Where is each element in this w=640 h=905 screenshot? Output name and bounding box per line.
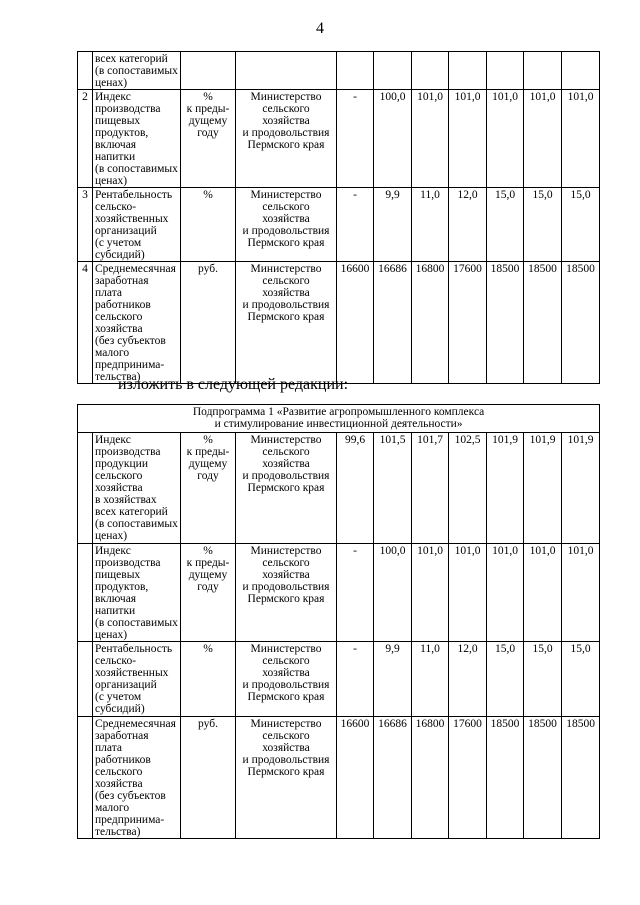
value-cell [487,52,524,90]
indicator-cell: всех категорий (в сопоставимых ценах) [93,52,181,90]
value-cell: 17600 [449,262,487,384]
organization-cell: Министерство сельского хозяйства и продовольствия Пермского края [236,433,337,544]
value-cell: - [337,544,374,642]
row-number-cell [78,717,93,839]
value-cell [374,52,412,90]
organization-cell: Министерство сельского хозяйства и продовольствия Пермского края [236,717,337,839]
value-cell: 101,7 [412,433,449,544]
row-number-cell [78,52,93,90]
table-row [78,642,600,717]
unit-cell: руб. [181,717,236,839]
value-cell: 15,0 [524,642,562,717]
indicator-cell: Рентабельность сельско- хозяйственных организаций (с учетом субсидий) [93,642,181,717]
value-cell: 15,0 [487,642,524,717]
value-cell: 16686 [374,717,412,839]
row-number-cell: 2 [78,90,93,188]
value-cell: 18500 [524,717,562,839]
table-row [78,544,600,642]
subprogram-header: Подпрограмма 1 «Развитие агропромышленного комплекса и стимулирование инвестиционной деятельности» [78,405,600,433]
unit-cell: % к преды- дущему году [181,433,236,544]
value-cell: 100,0 [374,90,412,188]
value-cell: - [337,188,374,262]
value-cell: 18500 [487,262,524,384]
row-number-cell [78,433,93,544]
value-cell: 12,0 [449,642,487,717]
value-cell: 15,0 [487,188,524,262]
value-cell: 101,0 [524,90,562,188]
value-cell: 17600 [449,717,487,839]
value-cell: 16800 [412,262,449,384]
value-cell: 102,5 [449,433,487,544]
unit-cell [181,52,236,90]
table-row [78,433,600,544]
value-cell: 12,0 [449,188,487,262]
value-cell: 9,9 [374,188,412,262]
indicator-cell: Среднемесячная заработная плата работников сельского хозяйства (без субъектов малого предпринима- тельства) [93,262,181,384]
value-cell: 101,0 [524,544,562,642]
organization-cell [236,52,337,90]
row-number-cell: 3 [78,188,93,262]
value-cell: 16800 [412,717,449,839]
value-cell [562,52,600,90]
value-cell: 16600 [337,262,374,384]
table-original [77,51,600,384]
row-number-cell [78,544,93,642]
value-cell: 15,0 [524,188,562,262]
table-row [78,90,600,188]
value-cell: 11,0 [412,188,449,262]
indicator-cell: Индекс производства продукции сельского хозяйства в хозяйствах всех категорий (в сопоставимых ценах) [93,433,181,544]
unit-cell: % [181,188,236,262]
body-text: изложить в следующей редакции: [118,376,349,393]
value-cell: 18500 [562,262,600,384]
value-cell: 11,0 [412,642,449,717]
organization-cell: Министерство сельского хозяйства и продовольствия Пермского края [236,262,337,384]
value-cell: 100,0 [374,544,412,642]
page-number: 4 [316,20,324,37]
organization-cell: Министерство сельского хозяйства и продовольствия Пермского края [236,90,337,188]
value-cell: 101,0 [449,544,487,642]
value-cell: 101,0 [562,544,600,642]
organization-cell: Министерство сельского хозяйства и продовольствия Пермского края [236,642,337,717]
indicator-cell: Среднемесячная заработная плата работников сельского хозяйства (без субъектов малого предпринима- тельства) [93,717,181,839]
value-cell: 101,5 [374,433,412,544]
value-cell: 101,9 [562,433,600,544]
value-cell [412,52,449,90]
table-new-redaction [77,404,600,839]
value-cell: - [337,642,374,717]
table-header-row [78,405,600,433]
value-cell: 101,0 [412,90,449,188]
value-cell: 101,9 [487,433,524,544]
table-row [78,717,600,839]
organization-cell: Министерство сельского хозяйства и продовольствия Пермского края [236,544,337,642]
unit-cell: руб. [181,262,236,384]
value-cell: 101,0 [562,90,600,188]
value-cell: 15,0 [562,188,600,262]
value-cell: 101,0 [487,90,524,188]
unit-cell: % к преды- дущему году [181,90,236,188]
value-cell: - [337,90,374,188]
value-cell: 101,0 [449,90,487,188]
value-cell [337,52,374,90]
indicator-cell: Рентабельность сельско- хозяйственных организаций (с учетом субсидий) [93,188,181,262]
value-cell: 18500 [524,262,562,384]
value-cell: 16600 [337,717,374,839]
value-cell: 9,9 [374,642,412,717]
value-cell: 99,6 [337,433,374,544]
table-row [78,262,600,384]
value-cell: 101,0 [412,544,449,642]
table-row [78,52,600,90]
indicator-cell: Индекс производства пищевых продуктов, включая напитки (в сопоставимых ценах) [93,90,181,188]
unit-cell: % к преды- дущему году [181,544,236,642]
organization-cell: Министерство сельского хозяйства и продовольствия Пермского края [236,188,337,262]
row-number-cell [78,642,93,717]
unit-cell: % [181,642,236,717]
table-row [78,188,600,262]
value-cell: 18500 [487,717,524,839]
row-number-cell: 4 [78,262,93,384]
value-cell: 18500 [562,717,600,839]
value-cell: 15,0 [562,642,600,717]
value-cell: 101,9 [524,433,562,544]
value-cell [524,52,562,90]
value-cell: 16686 [374,262,412,384]
value-cell: 101,0 [487,544,524,642]
indicator-cell: Индекс производства пищевых продуктов, включая напитки (в сопоставимых ценах) [93,544,181,642]
value-cell [449,52,487,90]
